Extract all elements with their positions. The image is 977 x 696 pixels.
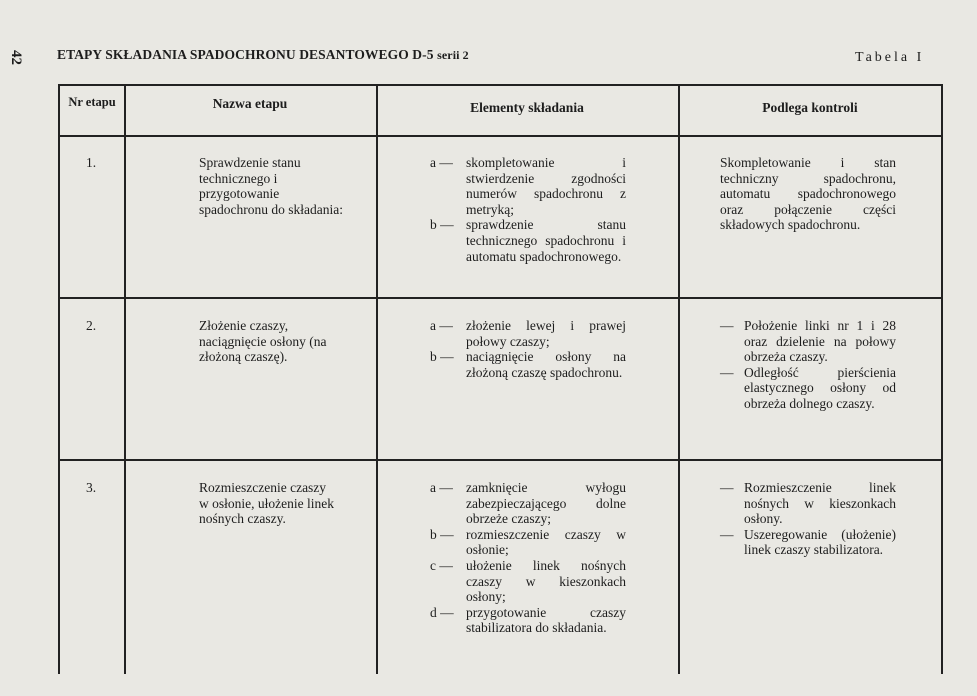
row2-name: Złożenie czaszy, naciągnięcie osłony (na złożoną czaszę). — [199, 318, 327, 365]
item-marker: a — — [430, 480, 453, 495]
row1-name: Sprawdzenie stanu technicznego i przygotowanie spadochronu do składania: — [199, 155, 343, 217]
item-text: rozmieszczenie czaszy w osłonie; — [466, 526, 626, 558]
list-item — [720, 527, 896, 558]
item-text: ułożenie linek nośnych czaszy w kieszonkach osłony; — [466, 557, 626, 605]
list-item — [430, 217, 626, 264]
list-item — [430, 349, 626, 380]
item-text: skompletowanie i stwierdzenie zgodności numerów spadochronu z metryką; — [466, 155, 626, 217]
row3-nr: 3. — [86, 480, 97, 495]
title-text: ETAPY SKŁADANIA SPADOCHRONU DESANTOWEGO D-5 — [57, 47, 434, 62]
header-elements: Elementy składania — [470, 100, 584, 115]
item-marker: — — [720, 480, 734, 495]
header-name: Nazwa etapu — [212, 96, 288, 111]
header-bottom-border — [58, 135, 941, 137]
list-item — [430, 527, 626, 558]
item-text: sprawdzenie stanu technicznego spadochronu i automatu spadochronowego. — [466, 217, 626, 264]
item-marker: a — — [430, 155, 453, 170]
row2-nr: 2. — [86, 318, 97, 333]
row1-control: Skompletowanie i stan techniczny spadochronu, automatu spadochronowego oraz połączenie części składowych spadochronu. — [720, 155, 896, 233]
header-nr: Nr etapu — [68, 95, 116, 109]
list-item — [430, 480, 626, 527]
item-text: Uszeregowanie (ułożenie) linek czaszy stabilizatora. — [744, 526, 896, 558]
item-marker: — — [720, 364, 734, 380]
item-marker: — — [720, 526, 734, 542]
table-right-border — [941, 84, 943, 674]
item-text: Odległość pierścienia elastycznego osłony od obrzeża dolnego czaszy. — [744, 364, 896, 411]
row3-name: Rozmieszczenie czaszy w osłonie, ułożenie linek nośnych czaszy. — [199, 480, 334, 527]
item-marker: — — [720, 318, 734, 333]
table-top-border — [58, 84, 941, 86]
item-text: przygotowanie czaszy stabilizatora do składania. — [466, 604, 626, 636]
table-left-border — [58, 84, 60, 674]
item-marker: b — — [430, 526, 454, 542]
title-serie: serii 2 — [437, 48, 469, 62]
list-item — [430, 558, 626, 605]
row2-control — [720, 318, 896, 412]
item-text: Rozmieszczenie linek nośnych w kieszonkach osłony. — [744, 480, 896, 527]
item-marker: c — — [430, 557, 453, 573]
row3-elements — [430, 480, 626, 636]
item-marker: a — — [430, 318, 453, 333]
item-text: naciągnięcie osłony na złożoną czaszę spadochronu. — [466, 349, 626, 380]
list-item — [430, 155, 626, 217]
list-item — [430, 605, 626, 636]
list-item — [720, 365, 896, 412]
row1-bottom-border — [58, 297, 941, 299]
row1-nr: 1. — [86, 155, 97, 170]
item-text: zamknięcie wyłogu zabezpieczającego dolne obrzeże czaszy; — [466, 480, 626, 527]
list-item — [430, 318, 626, 349]
row2-bottom-border — [58, 459, 941, 461]
row1-elements — [430, 155, 626, 264]
col-divider-1 — [124, 84, 126, 674]
row3-control — [720, 480, 896, 558]
item-marker: b — — [430, 217, 454, 233]
item-marker: d — — [430, 604, 454, 620]
list-item — [720, 480, 896, 527]
header-control: Podlega kontroli — [762, 100, 858, 115]
row2-elements — [430, 318, 626, 380]
table-title — [57, 47, 469, 63]
item-text: złożenie lewej i prawej połowy czaszy; — [466, 318, 626, 349]
item-text: Położenie linki nr 1 i 28 oraz dzielenie na połowy obrzeża czaszy. — [744, 318, 896, 365]
page-number: 42 — [8, 50, 24, 65]
col-divider-2 — [376, 84, 378, 674]
table-label: Tabela I — [855, 50, 925, 65]
list-item — [720, 318, 896, 365]
item-marker: b — — [430, 349, 454, 365]
col-divider-3 — [678, 84, 680, 674]
